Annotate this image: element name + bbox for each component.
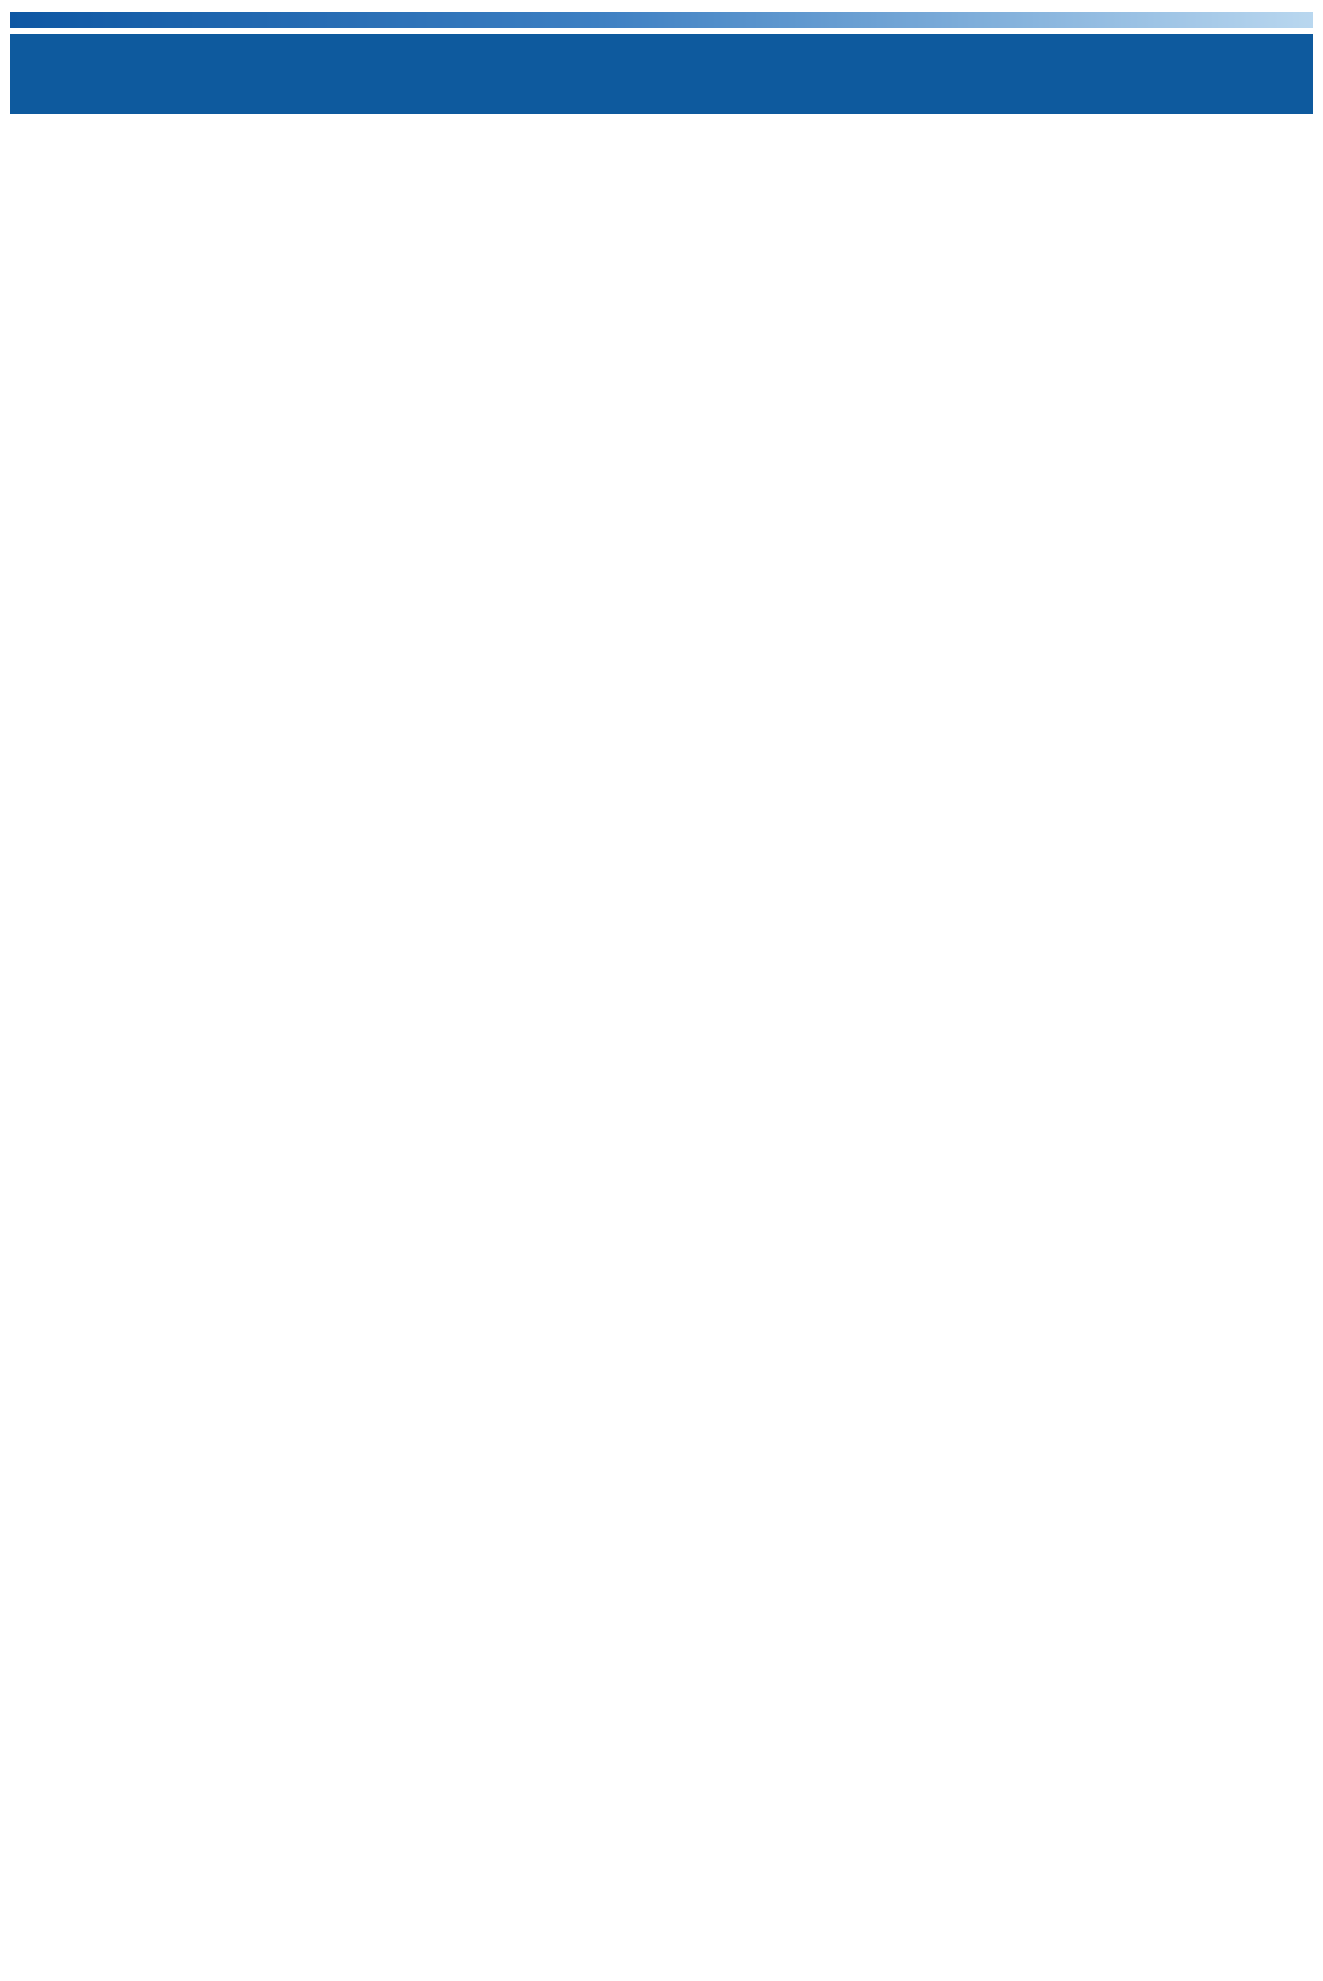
table-header: [10, 34, 1313, 114]
top-color-bar: [10, 12, 1313, 28]
